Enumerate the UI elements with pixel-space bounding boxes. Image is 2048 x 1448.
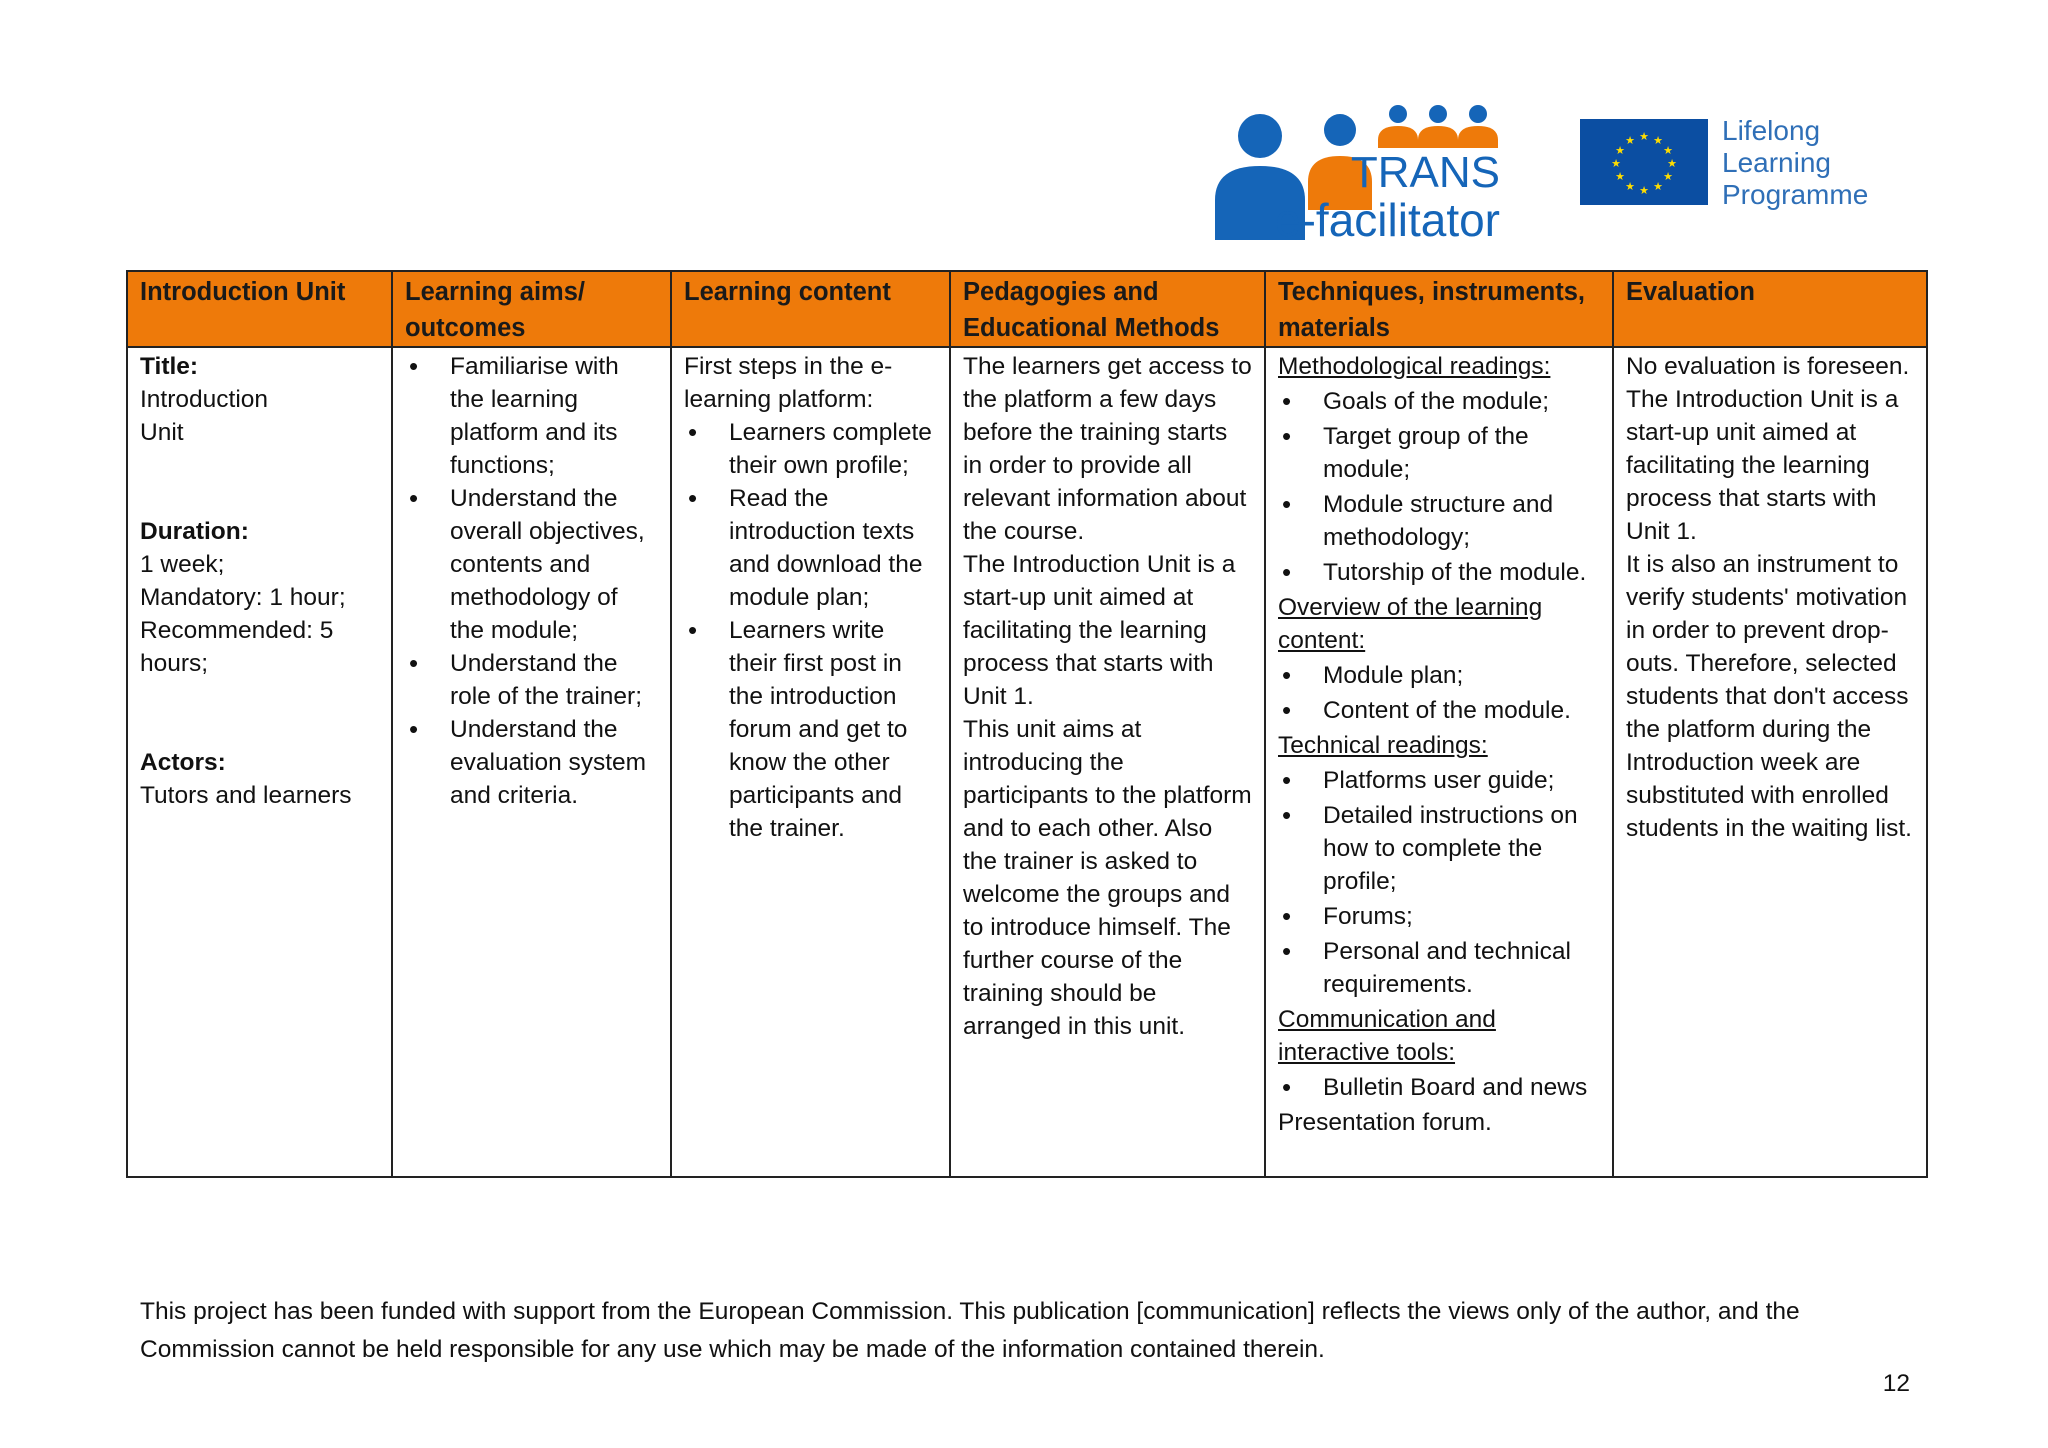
lifelong-learning-programme-logo (1580, 115, 1880, 215)
list-item: • Understand the role of the trainer; (405, 647, 658, 713)
header-pedagogies: Pedagogies and Educational Methods (950, 271, 1265, 347)
section-heading: Methodological readings: (1278, 353, 1551, 380)
evaluation-paragraph: The Introduction Unit is a start-up unit aimed at facilitating the learning process that starts with Unit 1. (1626, 386, 1899, 545)
cell-learning-content (671, 347, 950, 1177)
cell-learning-aims (392, 347, 671, 1177)
list-item: • Understand the overall objectives, contents and methodology of the module; (405, 482, 658, 647)
overview-list (1278, 659, 1600, 727)
list-item: • Read the introduction texts and download the module plan; (684, 482, 937, 614)
header-evaluation: Evaluation (1613, 271, 1927, 347)
svg-text:★: ★ (1667, 157, 1677, 170)
trans-e-facilitator-logo (1210, 100, 1500, 240)
duration-label: Duration: (140, 518, 249, 545)
page-number: 12 (1882, 1370, 1910, 1397)
cell-pedagogies (950, 347, 1265, 1177)
table-row (127, 347, 1927, 1177)
trailing-text: Presentation forum. (1278, 1109, 1492, 1136)
communication-tools-list (1278, 1071, 1600, 1104)
pedagogy-paragraph: This unit aims at introducing the participants to the platform and to each other. Also the trainer is asked to welcome the groups and to introduce himself. The further course of the training should be arranged in this unit. (963, 716, 1252, 1040)
duration-line: Recommended: 5 hours; (140, 617, 334, 677)
learning-content-list (684, 416, 937, 845)
duration-line: Mandatory: 1 hour; (140, 584, 346, 611)
duration-line: 1 week; (140, 551, 225, 578)
list-item: • Detailed instructions on how to complete the profile; (1278, 799, 1600, 898)
evaluation-paragraph: It is also an instrument to verify students' motivation in order to prevent drop-outs. Therefore, selected students that don't access the platform during the Introduction week are substituted with enrolled students in the waiting list. (1626, 551, 1912, 842)
title-value-line2: Unit (140, 419, 184, 446)
svg-text:★: ★ (1615, 144, 1625, 157)
header-introduction-unit: Introduction Unit (127, 271, 392, 347)
cell-techniques (1265, 347, 1613, 1177)
svg-text:★: ★ (1653, 134, 1663, 147)
list-item: • Understand the evaluation system and criteria. (405, 713, 658, 812)
svg-text:★: ★ (1625, 180, 1635, 193)
svg-text:★: ★ (1639, 130, 1649, 143)
table-header-row (127, 271, 1927, 347)
cell-unit-info (127, 347, 392, 1177)
learning-content-intro: First steps in the e-learning platform: (684, 353, 893, 413)
list-item: • Familiarise with the learning platform and its functions; (405, 350, 658, 482)
cell-evaluation (1613, 347, 1927, 1177)
header-techniques: Techniques, instruments, materials (1265, 271, 1613, 347)
pedagogy-paragraph: The Introduction Unit is a start-up unit aimed at facilitating the learning process that starts with Unit 1. (963, 551, 1236, 710)
logo-text-efacilitator: e-facilitator (1275, 194, 1500, 240)
header-learning-content: Learning content (671, 271, 950, 347)
list-item: • Learners write their first post in the introduction forum and get to know the other participants and the trainer. (684, 614, 937, 845)
list-item: • Tutorship of the module. (1278, 556, 1600, 589)
section-heading: Communication and interactive tools: (1278, 1006, 1496, 1066)
list-item: • Module structure and methodology; (1278, 488, 1600, 554)
svg-text:★: ★ (1663, 144, 1673, 157)
list-item: • Goals of the module; (1278, 385, 1600, 418)
svg-text:★: ★ (1611, 157, 1621, 170)
actors-value: Tutors and learners (140, 782, 352, 809)
list-item: • Bulletin Board and news (1278, 1071, 1600, 1104)
llp-logo-text: Lifelong Learning Programme (1722, 115, 1869, 210)
title-value-line1: Introduction (140, 386, 269, 413)
section-heading: Overview of the learning content: (1278, 594, 1543, 654)
funding-disclaimer: This project has been funded with support from the European Commission. This publication [communication] reflects the views only of the author, and the Commission cannot be held responsible for any use which may be made of the information contained therein. (140, 1298, 1800, 1363)
svg-text:★: ★ (1615, 170, 1625, 183)
unit-table (126, 270, 1928, 1178)
header-learning-aims: Learning aims/ outcomes (392, 271, 671, 347)
technical-readings-list (1278, 764, 1600, 1001)
svg-text:★: ★ (1639, 184, 1649, 197)
pedagogy-paragraph: The learners get access to the platform a few days before the training starts in order to provide all relevant information about the course. (963, 353, 1252, 545)
list-item: • Learners complete their own profile; (684, 416, 937, 482)
eu-flag-icon (1580, 119, 1708, 205)
list-item: • Personal and technical requirements. (1278, 935, 1600, 1001)
title-label: Title: (140, 353, 199, 380)
list-item: • Forums; (1278, 900, 1600, 933)
list-item: • Module plan; (1278, 659, 1600, 692)
methodological-readings-list (1278, 385, 1600, 589)
list-item: • Content of the module. (1278, 694, 1600, 727)
svg-text:★: ★ (1625, 134, 1635, 147)
svg-text:★: ★ (1663, 170, 1673, 183)
actors-label: Actors: (140, 749, 226, 776)
logo-text-trans: TRANS (1350, 148, 1500, 197)
svg-text:★: ★ (1653, 180, 1663, 193)
list-item: • Target group of the module; (1278, 420, 1600, 486)
evaluation-paragraph: No evaluation is foreseen. (1626, 353, 1910, 380)
section-heading: Technical readings: (1278, 732, 1488, 759)
learning-aims-list (405, 350, 658, 812)
list-item: • Platforms user guide; (1278, 764, 1600, 797)
